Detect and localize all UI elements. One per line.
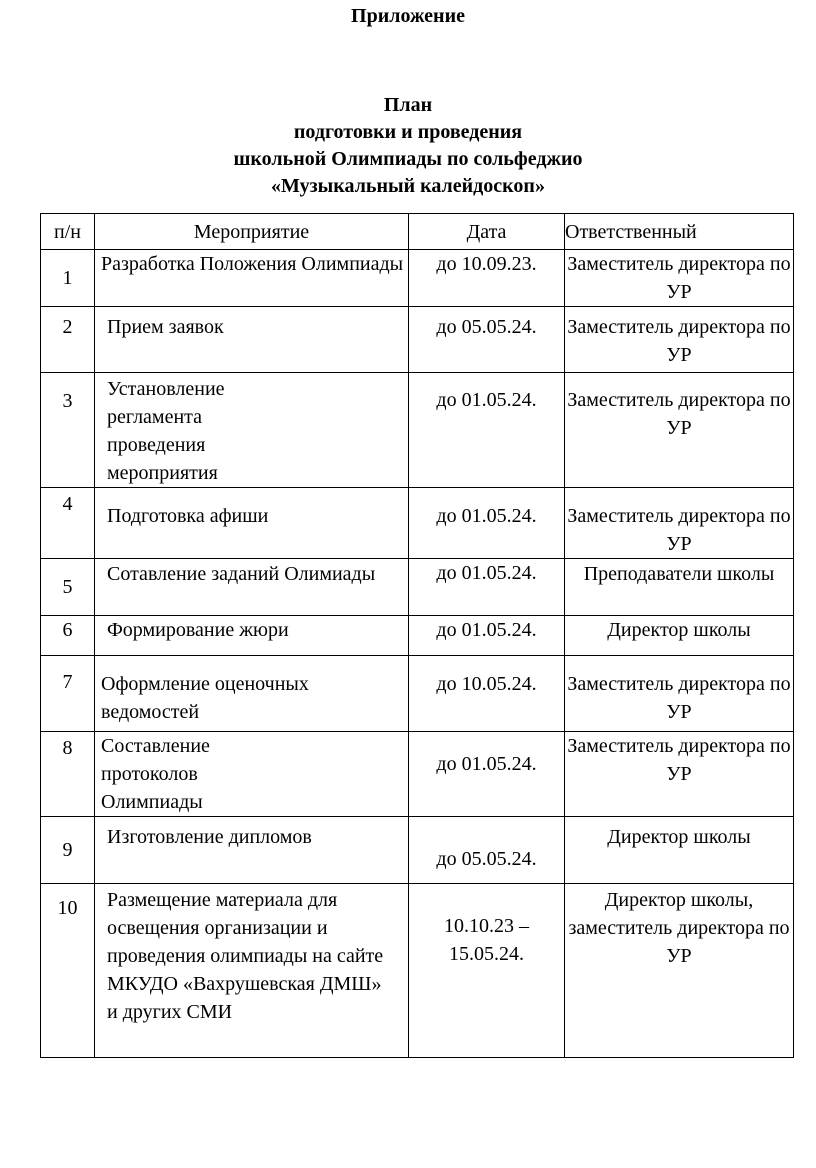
row-event: Установление регламента проведения мероприятия: [95, 373, 409, 488]
row-num: 6: [41, 616, 95, 656]
table-row: [41, 616, 794, 656]
row-num: 2: [41, 307, 95, 373]
appendix-label: Приложение: [351, 5, 465, 27]
row-date: до 05.05.24.: [409, 817, 565, 884]
title-line-1: План: [383, 94, 433, 116]
document-title: [0, 92, 816, 200]
title-line-2: подготовки и проведения: [293, 121, 523, 143]
row-date: до 01.05.24.: [409, 373, 565, 488]
row-date: до 01.05.24.: [409, 488, 565, 559]
row-num: 10: [41, 884, 95, 1058]
table-row: [41, 884, 794, 1058]
row-responsible: Директор школы: [565, 616, 794, 656]
row-responsible: Директор школы: [565, 817, 794, 884]
row-responsible: Директор школы, заместитель директора по УР: [565, 884, 794, 1058]
table-row: [41, 250, 794, 307]
title-line-3: школьной Олимпиады по сольфеджио: [233, 148, 583, 170]
row-event: Размещение материала для освещения организации и проведения олимпиады на сайте МКУДО «Вахрушевская ДМШ» и других СМИ: [95, 884, 409, 1058]
row-event: Оформление оценочных ведомостей: [95, 656, 409, 732]
row-event: Составление протоколов Олимпиады: [95, 732, 409, 817]
row-num: 3: [41, 373, 95, 488]
table-row: [41, 488, 794, 559]
row-responsible: Заместитель директора по УР: [565, 732, 794, 817]
row-date: 10.10.23 – 15.05.24.: [409, 884, 565, 1058]
row-responsible: Заместитель директора по УР: [565, 307, 794, 373]
row-date: до 01.05.24.: [409, 732, 565, 817]
table-row: [41, 817, 794, 884]
header-event: Мероприятие: [95, 214, 409, 250]
row-num: 5: [41, 559, 95, 616]
row-event: Сотавление заданий Олимиады: [95, 559, 409, 616]
row-responsible: Заместитель директора по УР: [565, 488, 794, 559]
header-responsible: Ответственный: [565, 214, 794, 250]
row-num: 4: [41, 488, 95, 559]
row-num: 9: [41, 817, 95, 884]
row-responsible: Заместитель директора по УР: [565, 250, 794, 307]
row-num: 8: [41, 732, 95, 817]
row-num: 7: [41, 656, 95, 732]
table-row: [41, 732, 794, 817]
table-header-row: [41, 214, 794, 250]
row-event: Прием заявок: [95, 307, 409, 373]
row-responsible: Преподаватели школы: [565, 559, 794, 616]
row-date: до 05.05.24.: [409, 307, 565, 373]
row-responsible: Заместитель директора по УР: [565, 373, 794, 488]
row-event: Подготовка афиши: [95, 488, 409, 559]
plan-table: [40, 213, 794, 1058]
row-date: до 01.05.24.: [409, 616, 565, 656]
row-date: до 01.05.24.: [409, 559, 565, 616]
row-event: Изготовление дипломов: [95, 817, 409, 884]
row-date: до 10.09.23.: [409, 250, 565, 307]
row-responsible: Заместитель директора по УР: [565, 656, 794, 732]
header-num: п/н: [41, 214, 95, 250]
row-event: Формирование жюри: [95, 616, 409, 656]
table-row: [41, 373, 794, 488]
table-row: [41, 307, 794, 373]
table-row: [41, 656, 794, 732]
title-line-4: «Музыкальный калейдоскоп»: [271, 175, 545, 197]
row-event: Разработка Положения Олимпиады: [95, 250, 409, 307]
row-date: до 10.05.24.: [409, 656, 565, 732]
header-date: Дата: [409, 214, 565, 250]
table-row: [41, 559, 794, 616]
row-num: 1: [41, 250, 95, 307]
